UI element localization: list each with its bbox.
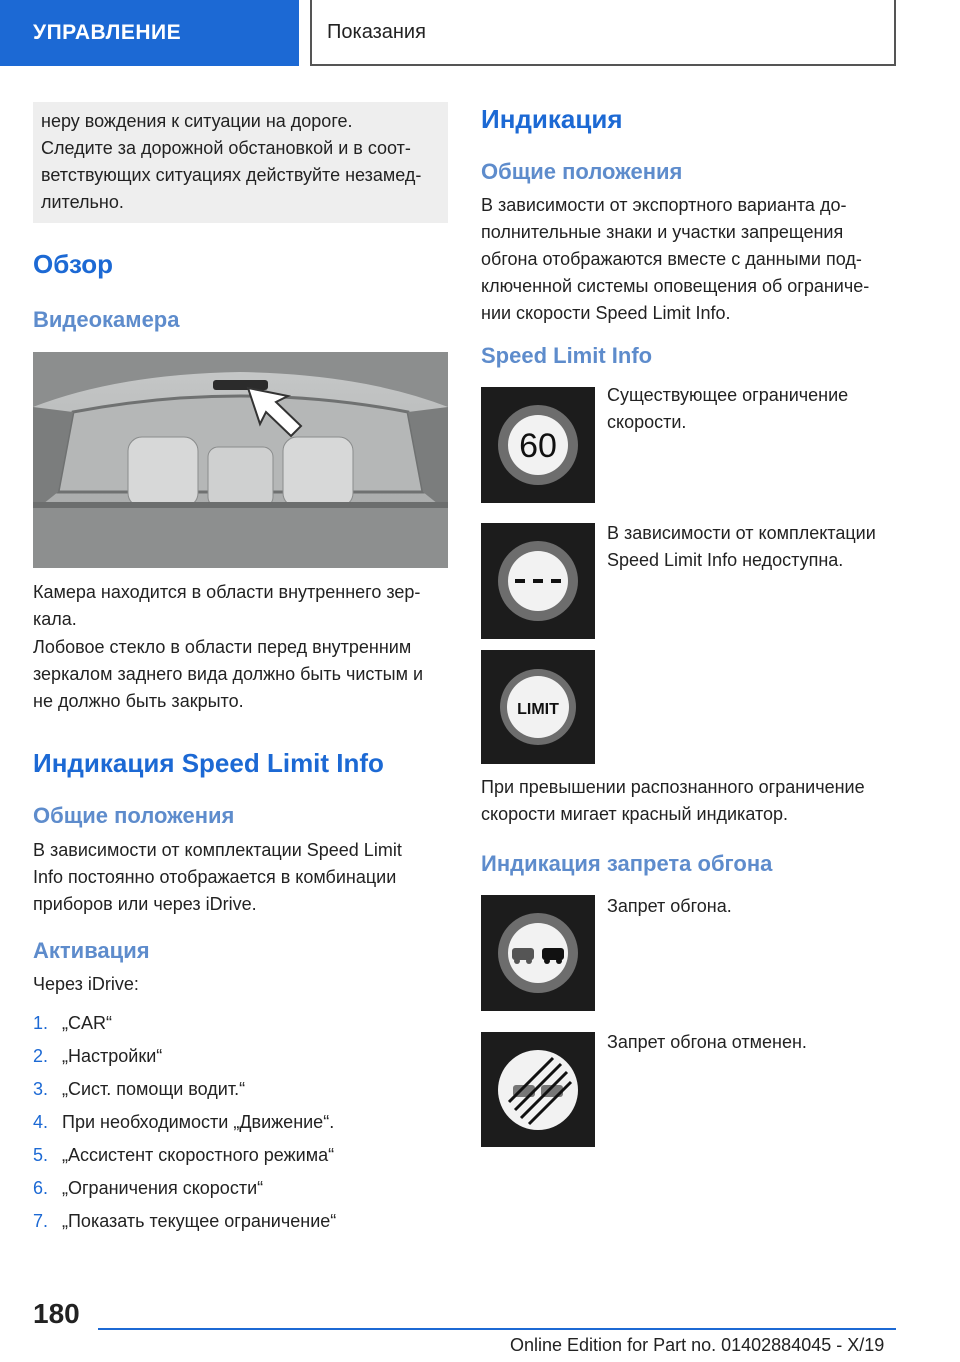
text-line: В зависимости от комплектации Speed Limit <box>33 840 402 860</box>
text-line: При превышении распознанного ограничение <box>481 777 865 797</box>
text-line: полнительные знаки и участки запрещения <box>481 222 844 242</box>
sign5-description: Запрет обгона отменен. <box>607 1032 807 1052</box>
warning-note <box>33 102 448 223</box>
text-line: Info постоянно отображается в комбинации <box>33 867 397 887</box>
speed-limit-unavailable-sign-image <box>481 523 595 639</box>
text-line: Существующее ограничение <box>607 385 849 405</box>
text-line: В зависимости от комплектации <box>607 523 876 543</box>
footer-divider <box>98 1328 896 1330</box>
step-text: „CAR“ <box>62 1013 112 1033</box>
step-text: При необходимости „Движение“. <box>62 1112 335 1132</box>
speed-limit-60-icon <box>481 387 595 503</box>
camera-heading: Видеокамера <box>33 307 180 332</box>
step-text: „Ограничения скорости“ <box>62 1178 264 1198</box>
text-line: зеркалом заднего вида должно быть чистым и <box>33 664 424 684</box>
text-line: не должно быть закрыто. <box>33 691 244 711</box>
text-line: Лобовое стекло в области перед внутренним <box>33 637 412 657</box>
windshield-description <box>33 634 448 715</box>
step-text: „Ассистент скоростного режима“ <box>62 1145 335 1165</box>
page-number: 180 <box>33 1298 80 1329</box>
limit-icon <box>481 650 595 764</box>
sign4-description: Запрет обгона. <box>607 896 732 916</box>
text-line: обгона отображаются вместе с данными под- <box>481 249 862 269</box>
text-line: кала. <box>33 609 77 629</box>
general-heading-left: Общие положения <box>33 803 235 828</box>
limit-sign-image <box>481 650 595 764</box>
step-number: 2. <box>33 1046 49 1066</box>
step-text: „Настройки“ <box>62 1046 163 1066</box>
text-line: скорости. <box>607 412 687 432</box>
overview-heading: Обзор <box>33 249 113 279</box>
camera-description <box>33 579 448 633</box>
general-description-right <box>481 192 896 327</box>
step-number: 5. <box>33 1145 49 1165</box>
speed-limit-unavailable-icon <box>481 523 595 639</box>
limit-label: LIMIT <box>517 701 559 718</box>
no-overtaking-heading: Индикация запрета обгона <box>481 851 773 876</box>
general-heading-right: Общие положения <box>481 159 683 184</box>
text-line: приборов или через iDrive. <box>33 894 257 914</box>
sign1-description <box>607 382 897 436</box>
activation-heading: Активация <box>33 938 150 963</box>
text-line: В зависимости от экспортного варианта до- <box>481 195 847 215</box>
activation-intro: Через iDrive: <box>33 974 139 994</box>
speed-value: 60 <box>519 427 557 465</box>
sign2-description <box>607 520 897 574</box>
exceed-description <box>481 774 896 828</box>
chapter-tab: УПРАВЛЕНИЕ <box>0 0 299 66</box>
note-line: Следите за дорожной обстановкой и в соот- <box>41 138 411 158</box>
speed-limit-60-sign-image <box>481 387 595 503</box>
edition-label: Online Edition for Part no. 01402884045 - X/19 <box>510 1335 885 1355</box>
no-overtaking-sign-image <box>481 895 595 1011</box>
step-number: 6. <box>33 1178 49 1198</box>
text-line: Speed Limit Info недоступна. <box>607 550 844 570</box>
note-line: лительно. <box>41 192 124 212</box>
step-number: 1. <box>33 1013 49 1033</box>
general-description-left <box>33 837 448 918</box>
note-line: неру вождения к ситуации на дороге. <box>41 111 353 131</box>
camera-location-image <box>33 352 448 568</box>
speed-limit-info-heading: Индикация Speed Limit Info <box>33 748 384 778</box>
text-line: скорости мигает красный индикатор. <box>481 804 789 824</box>
step-number: 4. <box>33 1112 49 1132</box>
section-title: Показания <box>310 0 896 66</box>
text-line: Камера находится в области внутреннего зер- <box>33 582 421 602</box>
no-overtaking-icon <box>481 895 595 1011</box>
text-line: нии скорости Speed Limit Info. <box>481 303 731 323</box>
step-number: 3. <box>33 1079 49 1099</box>
text-line: ключенной системы оповещения об ограниче- <box>481 276 870 296</box>
step-text: „Показать текущее ограничение“ <box>62 1211 337 1231</box>
step-text: „Сист. помощи водит.“ <box>62 1079 246 1099</box>
end-no-overtaking-sign-image <box>481 1032 595 1147</box>
step-number: 7. <box>33 1211 49 1231</box>
display-heading: Индикация <box>481 104 623 134</box>
car-interior-illustration <box>33 352 448 568</box>
speed-limit-info-subheading: Speed Limit Info <box>481 343 653 368</box>
end-no-overtaking-icon <box>481 1032 595 1147</box>
note-line: ветствующих ситуациях действуйте незамед- <box>41 165 422 185</box>
